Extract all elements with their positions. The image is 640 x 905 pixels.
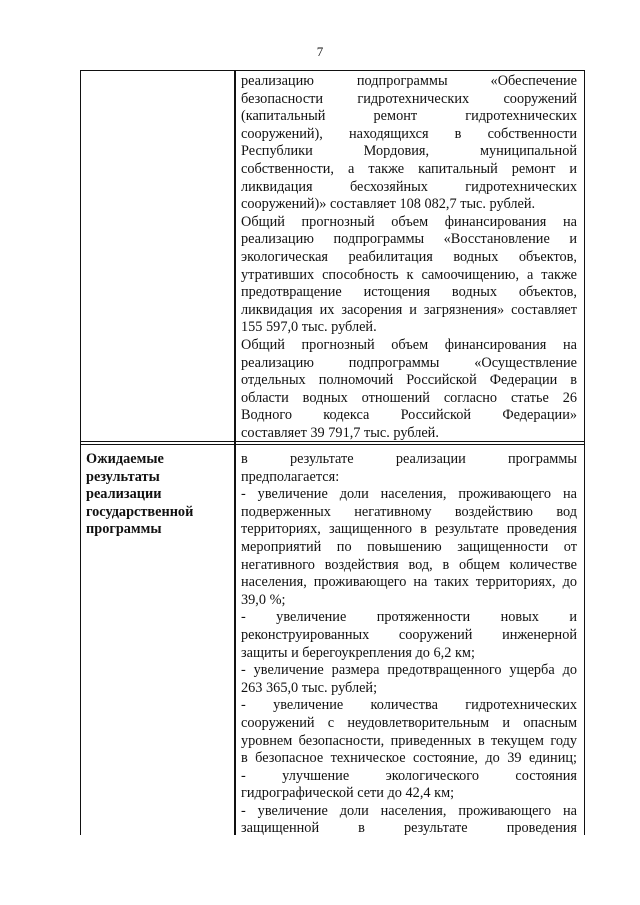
text-line: - увеличение доли населения, проживающего на: [241, 802, 577, 819]
text-line: сооружений)» составляет 108 082,7 тыс. рублей.: [241, 196, 536, 213]
table-border-right: [584, 70, 585, 835]
row1-financing-text: [241, 73, 577, 442]
text-line: мероприятий по повышению защищенности от: [241, 538, 577, 555]
text-line: отдельных полномочий Российской Федерации в: [241, 372, 577, 389]
text-line: - увеличение доли населения, проживающего на: [241, 486, 577, 503]
text-line: защищенной в результате проведения: [241, 820, 577, 837]
label-line: государственной: [86, 503, 194, 520]
text-line: предполагается:: [241, 468, 340, 485]
text-line: 39,0 %;: [241, 591, 286, 608]
text-line: 155 597,0 тыс. рублей.: [241, 319, 377, 336]
table-border-left: [80, 70, 81, 835]
text-line: области водных отношений согласно статье 26: [241, 389, 577, 406]
text-line: Республики Мордовия, муниципальной: [241, 143, 577, 160]
text-line: реконструированных сооружений инженерной: [241, 626, 577, 643]
page-number: 7: [316, 44, 324, 59]
text-line: в безопасное техническое состояние, до 39 единиц;: [241, 750, 577, 767]
table-row-divider: [80, 444, 585, 445]
text-line: негативного воздействия вод, в общем количестве: [241, 556, 577, 573]
text-line: Общий прогнозный объем финансирования на: [241, 336, 577, 353]
text-line: предотвращение истощения водных объектов,: [241, 284, 577, 301]
text-line: Водного кодекса Российской Федерации»: [241, 407, 577, 424]
text-line: гидрографической сети до 42,4 км;: [241, 785, 455, 802]
text-line: защиты и берегоукрепления до 6,2 км;: [241, 644, 475, 661]
text-line: уровнем безопасности, приведенных в текущем году: [241, 732, 577, 749]
text-line: (капитальный ремонт гидротехнических: [241, 108, 577, 125]
text-line: 263 365,0 тыс. рублей;: [241, 679, 378, 696]
label-line: результаты: [86, 468, 160, 485]
text-line: составляет 39 791,7 тыс. рублей.: [241, 424, 439, 441]
text-line: сооружений с неудовлетворительным и опасным: [241, 714, 577, 731]
text-line: реализацию подпрограммы «Обеспечение: [241, 73, 577, 89]
label-line: реализации: [86, 486, 162, 503]
text-line: экологическая реабилитация водных объектов,: [241, 248, 577, 265]
table-border-top: [80, 70, 585, 71]
text-line: - увеличение протяженности новых и: [241, 609, 577, 626]
text-line: реализацию подпрограммы «Восстановление и: [241, 231, 577, 248]
text-line: ликвидация бесхозяйных гидротехнических: [241, 178, 577, 195]
text-line: Общий прогнозный объем финансирования на: [241, 213, 577, 230]
text-line: утративших способность к самоочищению, а также: [241, 266, 577, 283]
row2-label-expected-results: [86, 451, 228, 539]
passport-table: [80, 70, 585, 835]
row2-expected-results-text: [241, 451, 577, 838]
text-line: ликвидация их засорения и загрязнения» составляет: [241, 301, 577, 318]
text-line: реализацию подпрограммы «Осуществление: [241, 354, 577, 371]
text-line: подверженных негативному воздействию вод: [241, 503, 577, 520]
text-line: - увеличение количества гидротехнических: [241, 697, 577, 714]
text-line: населения, проживающего на таких территориях, до: [241, 574, 577, 591]
text-line: - улучшение экологического состояния: [241, 767, 577, 784]
text-line: - увеличение размера предотвращенного ущерба до: [241, 662, 577, 679]
text-line: собственности, а также капитальный ремонт и: [241, 160, 577, 177]
table-column-divider: [234, 70, 236, 835]
label-line: Ожидаемые: [86, 451, 164, 467]
text-line: сооружений), находящихся в собственности: [241, 125, 577, 142]
text-line: территориях, защищенного в результате проведения: [241, 521, 577, 538]
label-line: программы: [86, 521, 162, 538]
text-line: в результате реализации программы: [241, 451, 577, 467]
text-line: безопасности гидротехнических сооружений: [241, 90, 577, 107]
